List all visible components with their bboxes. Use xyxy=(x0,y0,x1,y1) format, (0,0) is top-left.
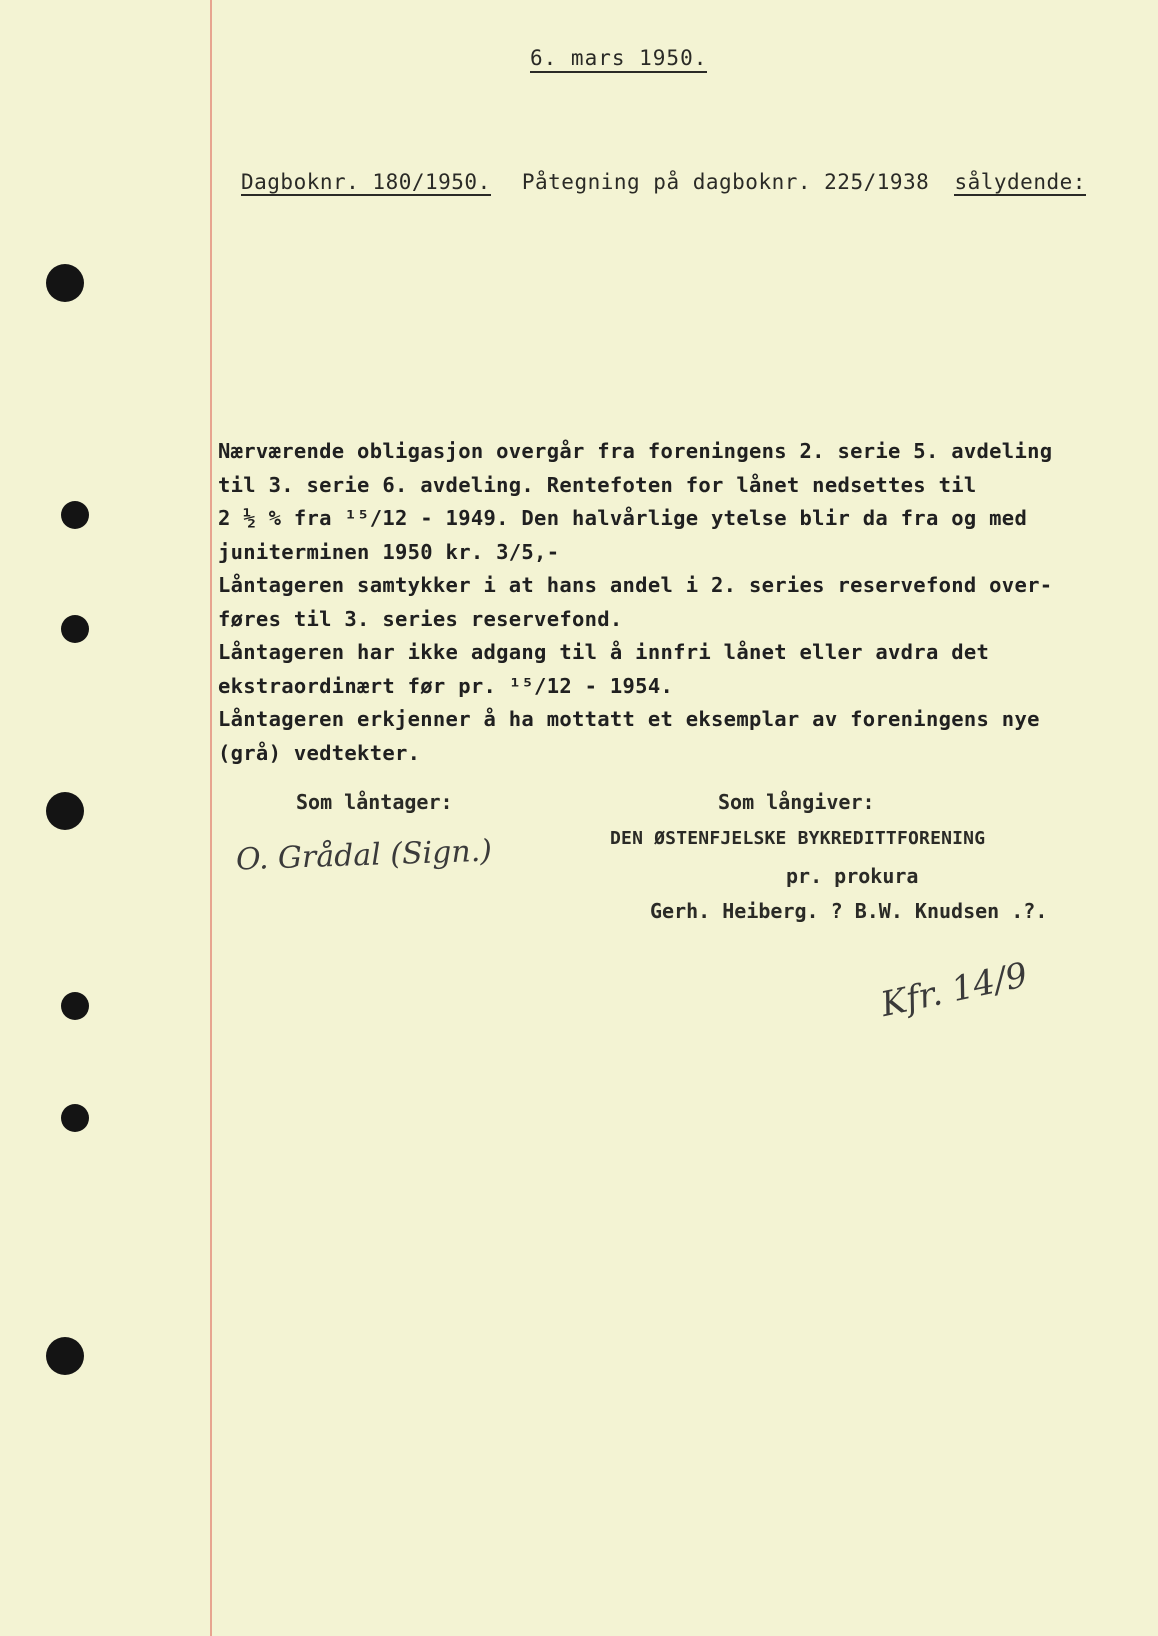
lender-signers: Gerh. Heiberg. ? B.W. Knudsen .?. xyxy=(650,899,1048,923)
initials-mark: Kfr. 14/9 xyxy=(877,955,1032,1025)
punch-hole-icon xyxy=(61,615,89,643)
entry-header xyxy=(241,170,1121,196)
body-line: Nærværende obligasjon overgår fra foreningens 2. serie 5. avdeling xyxy=(218,439,1053,463)
body-line: til 3. serie 6. avdeling. Rentefoten for lånet nedsettes til xyxy=(218,472,977,497)
borrower-signature: O. Grådal (Sign.) xyxy=(235,833,493,878)
margin-line xyxy=(210,0,212,1636)
body-line: Låntageren har ikke adgang til å innfri lånet eller avdra det xyxy=(218,640,990,664)
lender-proxy: pr. prokura xyxy=(786,864,919,888)
lender-label: Som långiver: xyxy=(718,790,875,814)
punch-hole-icon xyxy=(61,501,89,529)
dagbok-number: Dagboknr. 180/1950. xyxy=(241,170,491,194)
endorsement-body xyxy=(218,435,1118,770)
body-line: juniterminen 1950 kr. 3/5,- xyxy=(218,539,560,564)
header-suffix: sålydende: xyxy=(954,170,1086,194)
borrower-label: Som låntager: xyxy=(296,790,453,814)
endorsement-reference: Påtegning på dagboknr. 225/1938 xyxy=(521,170,930,194)
body-line: føres til 3. series reservefond. xyxy=(218,606,623,631)
punch-hole-icon xyxy=(46,1337,84,1375)
punch-hole-icon xyxy=(61,992,89,1020)
body-line: (grå) vedtekter. xyxy=(218,740,421,765)
punch-hole-icon xyxy=(46,792,84,830)
body-line: Låntageren erkjenner å ha mottatt et eksemplar av foreningens nye xyxy=(218,707,1040,731)
body-line: ekstraordinært før pr. ¹⁵/12 - 1954. xyxy=(218,673,674,698)
lender-organization: DEN ØSTENFJELSKE BYKREDITTFORENING xyxy=(610,828,986,849)
punch-hole-icon xyxy=(61,1104,89,1132)
body-line: Låntageren samtykker i at hans andel i 2. series reservefond over- xyxy=(218,573,1053,597)
document-date: 6. mars 1950. xyxy=(530,46,707,73)
punch-hole-icon xyxy=(46,264,84,302)
body-line: 2 ½ % fra ¹⁵/12 - 1949. Den halvårlige ytelse blir da fra og med xyxy=(218,506,1028,530)
